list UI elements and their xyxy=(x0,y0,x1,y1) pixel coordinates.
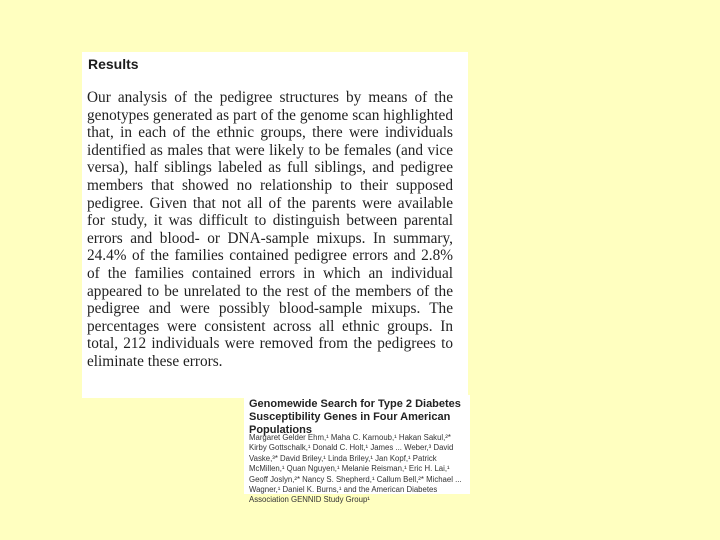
author-list: Margaret Gelder Ehm,¹ Maha C. Karnoub,¹ Hakan Sakul,²* Kirby Gottschalk,¹ Donald C. Holt,¹ James ... Weber,³ David Vaske,³* David Briley,¹ Linda Briley,¹ Jan Kopf,¹ Patrick McMillen,¹ Quan Nguyen,¹ Melanie Reisman,¹ Eric H. Lai,¹ Geoff Joslyn,²* Nancy S. Shepherd,¹ Callum Bell,²* Michael ... Wagner,¹ Daniel K. Burns,¹ and the American Diabetes Association GENNID Study Group¹ xyxy=(249,433,462,505)
results-excerpt xyxy=(82,52,468,398)
paper-title: Genomewide Search for Type 2 Diabetes Susceptibility Genes in Four American Populations xyxy=(249,398,461,436)
results-heading: Results xyxy=(88,56,139,72)
results-paragraph: Our analysis of the pedigree structures by means of the genotypes generated as part of the genome scan highlighted that, in each of the ethnic groups, there were individuals identified as males that were likely to be females (and vice versa), half siblings labeled as full siblings, and pedigree members that showed no relationship to their supposed pedigree. Given that not all of the parents were available for study, it was difficult to distinguish between parental errors and blood- or DNA-sample mixups. In summary, 24.4% of the families contained pedigree errors and 2.8% of the families contained errors in which an individual appeared to be unrelated to the rest of the members of the pedigree and were possibly blood-sample mixups. The percentages were consistent across all ethnic groups. In total, 212 individuals were removed from the pedigrees to eliminate these errors. xyxy=(87,89,453,370)
paper-citation xyxy=(244,395,470,505)
